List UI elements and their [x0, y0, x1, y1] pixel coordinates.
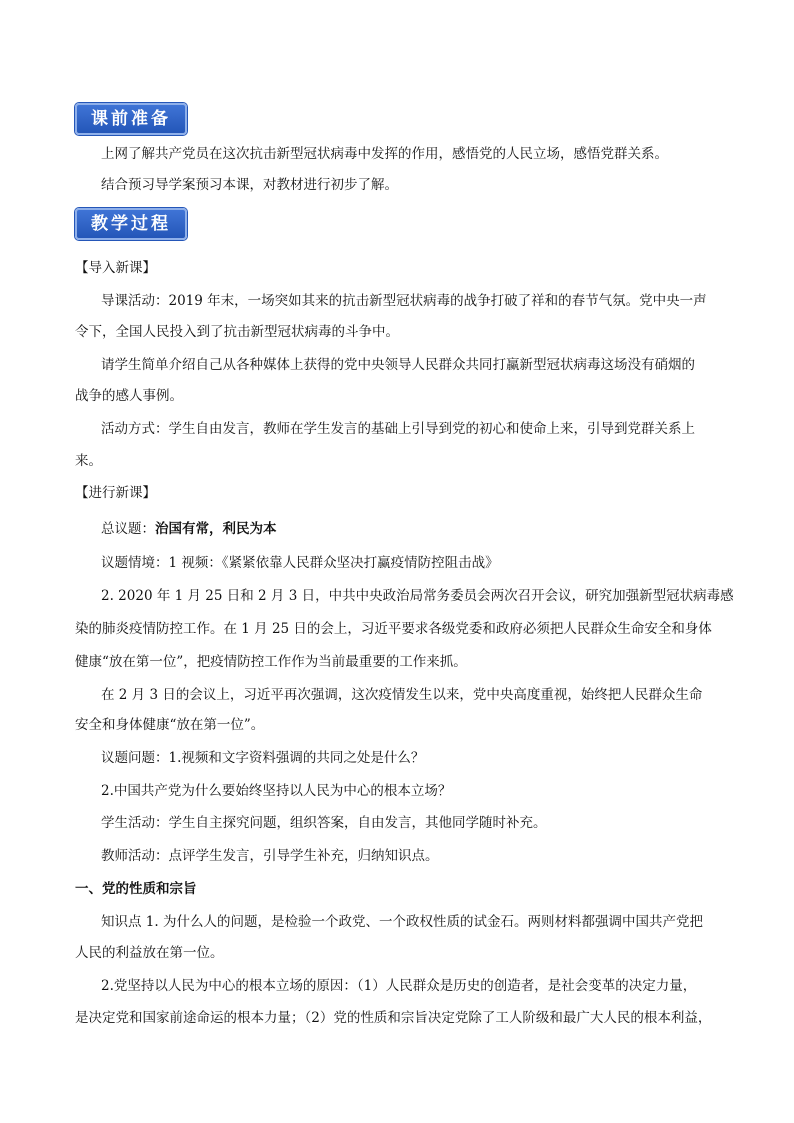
topic-question-2: 2.中国共产党为什么要始终坚持以人民为中心的根本立场？	[101, 783, 452, 799]
intro-paragraph-2-line-1: 请学生简单介绍自己从各种媒体上获得的党中央领导人民群众共同打赢新型冠状病毒这场没有硝烟的	[101, 357, 695, 373]
section-badge-prep: 课前准备	[75, 103, 187, 135]
topic-situation: 议题情境：1 视频：《紧紧依靠人民群众坚决打赢疫情防控阻击战》	[101, 555, 499, 571]
section-badge-process: 教学过程	[75, 208, 187, 240]
intro-heading: 【导入新课】	[75, 260, 156, 276]
main-topic	[101, 519, 725, 539]
intro-paragraph-1-line-2: 令下，全国人民投入到了抗击新型冠状病毒的斗争中。	[75, 324, 399, 340]
part-1-heading: 一、党的性质和宗旨	[75, 881, 197, 897]
prep-paragraph-1: 上网了解共产党员在这次抗击新型冠状病毒中发挥的作用，感悟党的人民立场，感悟党群关系。	[101, 146, 668, 162]
knowledge-point-2-line-2: 是决定党和国家前途命运的根本力量；（2）党的性质和宗旨决定党除了工人阶级和最广大人民的根本利益，	[75, 1010, 712, 1026]
topic-question-1: 议题问题：1.视频和文字资料强调的共同之处是什么？	[101, 750, 425, 766]
paragraph-2020-line-1: 2. 2020 年 1 月 25 日和 2 月 3 日，中共中央政治局常务委员会两次召开会议，研究加强新型冠状病毒感	[101, 588, 734, 604]
teacher-activity: 教师活动：点评学生发言，引导学生补充，归纳知识点。	[101, 848, 439, 864]
knowledge-point-2-line-1: 2.党坚持以人民为中心的根本立场的原因：（1）人民群众是历史的创造者，是社会变革的决定力量，	[101, 978, 697, 994]
new-lesson-heading: 【进行新课】	[75, 485, 156, 501]
student-activity: 学生活动：学生自主探究问题，组织答案，自由发言，其他同学随时补充。	[101, 815, 547, 831]
paragraph-2020-line-2: 染的肺炎疫情防控工作。在 1 月 25 日的会上，习近平要求各级党委和政府必须把人民群众生命安全和身体	[75, 621, 712, 637]
intro-paragraph-2-line-2: 战争的感人事例。	[75, 388, 183, 404]
paragraph-2020-line-3: 健康“放在第一位”，把疫情防控工作作为当前最重要的工作来抓。	[75, 654, 467, 670]
knowledge-point-1-line-2: 人民的利益放在第一位。	[75, 945, 224, 961]
paragraph-feb-line-1: 在 2 月 3 日的会议上，习近平再次强调，这次疫情发生以来，党中央高度重视，始终把人民群众生命	[101, 687, 703, 703]
intro-paragraph-3-line-1: 活动方式：学生自由发言，教师在学生发言的基础上引导到党的初心和使命上来，引导到党群关系上	[101, 421, 695, 437]
knowledge-point-1-line-1: 知识点 1. 为什么人的问题，是检验一个政党、一个政权性质的试金石。两则材料都强调中国共产党把	[101, 914, 703, 930]
intro-paragraph-1-line-1: 导课活动：2019 年末，一场突如其来的抗击新型冠状病毒的战争打破了祥和的春节气氛。党中央一声	[101, 293, 707, 309]
paragraph-feb-line-2: 安全和身体健康“放在第一位”。	[75, 717, 265, 733]
prep-paragraph-2: 结合预习导学案预习本课，对教材进行初步了解。	[101, 177, 398, 193]
intro-paragraph-3-line-2: 来。	[75, 453, 102, 469]
main-topic-title: 治国有常，利民为本	[155, 521, 277, 537]
main-topic-prefix: 总议题：	[101, 521, 155, 537]
